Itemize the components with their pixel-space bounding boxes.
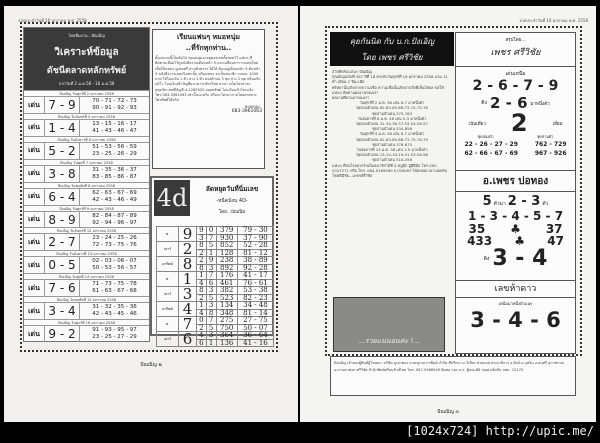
4d-day: พ.: [157, 272, 179, 287]
row-den: เด่น: [28, 215, 40, 223]
4d-cell: 8: [197, 242, 207, 250]
daily-row: [24, 250, 149, 273]
4d-digit: 6: [179, 332, 197, 347]
row-date: ปัณณิญ วันศุกร์ที่ 9 มกราคม 2558: [24, 206, 149, 212]
single-suffix: เยี่ยม: [552, 121, 563, 127]
ajarn-title: อ.เพชร บ่อทอง: [456, 171, 575, 192]
4d-digit: 7: [179, 317, 197, 332]
4d-three: 238: [216, 257, 237, 265]
chat-line: ชุดสองตัวเด่น 62-63-65-68-73-75-76-79: [356, 136, 428, 142]
row-den: เด่น: [28, 283, 40, 292]
daily-row: [24, 205, 149, 228]
4d-cell: 3: [206, 287, 216, 295]
lead-label: เด่นเหนือ: [505, 71, 526, 77]
row-pair: 5 - 2: [44, 143, 80, 159]
five-star-numbers: 3 - 4 - 6: [470, 308, 561, 332]
row-numbers: 42 - 43 - 45 - 46: [92, 311, 137, 318]
three-digit-set: 762 - 729: [534, 141, 567, 148]
daily-row: [24, 182, 149, 205]
4d-cell: 1: [206, 249, 216, 257]
4d-digit: 3: [179, 287, 197, 302]
page-number: ปัณณิญ ๓: [437, 409, 459, 415]
analysis-title-2: ดัชนีตลาดหลักทรัพย์: [46, 66, 127, 76]
tid-label: ติง: [481, 100, 487, 106]
4d-title: ลัดหยุดวันที่นิ่มเลข: [205, 185, 259, 193]
4d-three: 892: [216, 264, 237, 272]
4d-three: 134: [216, 302, 237, 310]
ajarn-text-2: ตัว: [542, 201, 549, 207]
4d-cell: 9: [197, 227, 207, 235]
4d-cell: 9: [206, 257, 216, 265]
4d-cell: 7: [206, 317, 216, 325]
two-digit-set: 62 - 66 - 67 - 69: [464, 150, 518, 157]
daily-row: [24, 113, 149, 136]
editor-chat-panel: [330, 32, 454, 298]
4d-three: 364: [216, 332, 237, 340]
4d-pair: 82 - 23: [237, 294, 273, 302]
4d-three: 136: [216, 339, 237, 347]
chat-line: วันอังคารที่ 6 ม.ค. 58 เด่น 5-3 มาหนึ่งตัว: [357, 115, 427, 121]
4d-row: [157, 272, 274, 280]
row-date: ปัณณิญ วันพุธที่ 14 มกราคม 2558: [24, 274, 149, 280]
daily-row: [24, 319, 149, 342]
row-den: เด่น: [28, 260, 40, 269]
row-date: ปัณณิญ วันอังคารที่ 6 มกราคม 2558: [24, 137, 149, 143]
club-icon: ♣: [514, 234, 526, 248]
editor-chat-header: [330, 32, 454, 66]
five-star-title: เลขห้าดาว: [456, 281, 575, 298]
announcement-title: เรียนแฟนๆ หมอหนุ่ม: [177, 33, 240, 41]
daily-row: [24, 273, 149, 296]
4d-pair: 27 - 75: [237, 317, 273, 325]
row-den: เด่น: [28, 237, 40, 246]
analysis-subtitle: จากวันที่ 2 ม.ค.58 - 16 ม.ค.58: [58, 81, 115, 86]
row-den: เด่น: [28, 329, 40, 338]
4d-digit: 8: [179, 257, 197, 272]
lead-numbers: 2 - 6 - 7 - 9: [472, 78, 559, 94]
daily-row: [24, 296, 149, 319]
row-pair: 0 - 5: [44, 257, 80, 273]
ajarn-number: 35: [468, 222, 486, 236]
right-page: [300, 6, 596, 422]
row-numbers: 23 - 25 - 27 - 29: [92, 334, 137, 340]
row-den: เด่น: [28, 192, 40, 201]
4d-cell: 8: [206, 309, 216, 317]
4d-pair: 52 - 28: [237, 242, 273, 250]
4d-three: 750: [216, 324, 237, 332]
row-date: ปัณณิญ วันศุกร์ที่ 2 มกราคม 2558: [24, 91, 149, 97]
4d-subtitle: -หนีคนังน 4D-: [216, 198, 248, 204]
row-date: ปัณณิญ วันอังคารที่ 13 มกราคม 2558: [24, 251, 149, 257]
chat-title: คุยกันนิด กับ บ.ก.ปังเอิญ: [349, 37, 435, 46]
announcement-body: ตั้งแต่งวดนี้เป็นต้นไป หมอหนุ่มจะหยุดลงเลขทั้งหมดไว้ แฟนๆ ที่ติดตามเลือดไว้ดูหนังสือรายเดือนหน้า 9 และเปลี่ยนการวางเลขใหม่ เพื่อให้แฟนๆ ดูเลขฟรี สามตัวตรงๆ ได้ได้ ต้องอยู่เดือนหน้า 9 ต้นหน้า 3 หนังสือวางเลขจริงเท่านั้น หรือแฟนๆ จะเป็นสมาชิก งวดละ 1000 บาท ให้โอนเงิน 1 ตัว ล่าง 1 ตัว สองตัวบน 3 ชุด ล่าง 2 ชุด พร้อมกับ อนิโว โอนเงินเข้าบัญชีธนาคารกสิกรไทย สาขา แม็คโครสาขาสุขุมวิท เลขที่บัญชี 4-2282920 ออมทรัพย์ โอนเงินแล้วโทรแจ้ง โทร.083-3961063 เท่านั้นนะครับ หรือจะโทรมาถามโดยตรงทางโทรศัพท์ได้ครับ: [155, 56, 261, 103]
chat-line: โชคดีมีชัย...เพชรศรีวิชัย: [332, 173, 373, 179]
4d-three: 852: [216, 242, 237, 250]
row-date: ปัณณิญ วันพฤหัสที่ 8 มกราคม 2558: [24, 183, 149, 189]
row-numbers: 72 - 73 - 75 - 76: [92, 242, 137, 249]
4d-pair: 38 - 89: [237, 257, 273, 265]
row-date: ปัณณิญ วันศุกร์ที่ 16 มกราคม 2558: [24, 320, 149, 326]
chat-body: [330, 66, 454, 181]
4d-pair: 50 - 07: [237, 324, 273, 332]
4d-three: 523: [216, 294, 237, 302]
4d-pair: 34 - 48: [237, 302, 273, 310]
4d-cell: 1: [206, 339, 216, 347]
chat-subtitle: โดย เพชร ศรีวิชัย: [361, 53, 423, 62]
4d-cell: 2: [197, 294, 207, 302]
row-numbers: 42 - 43 - 46 - 49: [92, 196, 137, 203]
publisher-info: ปัณณิญ เจ้าของผู้พิมพ์ผู้โฆษณา บริษัท ภูเขาทอง มาตรฐานการพิมพ์ จำกัด ที่ปรึกษา อ.วิเชียร ฝ่ายกองบรรณาธิการ อ.สิงห์ อ.นุชจิน อ.สมศรี สุภาพรรณ อ.มานพ เพชร ศรีวิชัย สำนักพิมพ์ศรีอนุรักษ์ไทย โทร. 087-0566540 ติดต่อ กอง บ.ก. ตู้ปณ.88 ปณฝ.ตลิ่งชัน กทม. 10170: [330, 356, 576, 396]
two-digit-set: 22 - 26 - 27 - 29: [464, 141, 518, 148]
ajarn-text: ตัวมา: [493, 201, 506, 207]
chat-line: วันศุกร์ที่ 2 ม.ค. 58 เด่น 6-7 มาหนึ่งตัว: [359, 100, 425, 106]
4d-three: 348: [216, 309, 237, 317]
watermark: [1024x724] http://upic.me/: [406, 424, 594, 438]
row-pair: 6 - 4: [44, 189, 80, 205]
4d-digit: 4: [179, 302, 197, 317]
row-pair: 3 - 4: [44, 303, 80, 319]
4d-cell: 2: [197, 324, 207, 332]
daily-row: [24, 227, 149, 250]
row-numbers: 41 - 43 - 46 - 47: [92, 127, 137, 134]
4d-row: [157, 257, 274, 265]
chat-line: ชุดสามตัวเด่น 516-356: [371, 157, 413, 163]
4d-cell: 4: [197, 332, 207, 340]
4d-pair: 81 - 12: [237, 249, 273, 257]
4d-pair: 41 - 16: [237, 339, 273, 347]
summary-by: สรุปโดย...: [505, 38, 526, 43]
chat-line: ชุดสามตัวเด่น 275-763: [371, 110, 413, 116]
analysis-title: วิเคราะห์ข้อมูล: [54, 47, 119, 58]
ajarn-sequence: 1 - 3 - 4 - 5 - 7: [467, 209, 564, 223]
row-date: ปัณณิญ วันจันทร์ที่ 12 มกราคม 2558: [24, 228, 149, 234]
row-numbers: 91 - 93 - 95 - 97: [92, 327, 137, 333]
4d-pair: 79 - 30: [237, 227, 273, 235]
chat-line: ศรัทธานั้นเกิดจากความเชื่อ ความเชื่อนั้นเกิดจากสิ่งที่เห็นได้ผล ขอให้แฟนๆ ติดตามผลงานของเรา: [332, 84, 444, 95]
4d-pair: 37 - 90: [237, 234, 273, 242]
row-date: ปัณณิญ วันพุธที่ 7 มกราคม 2558: [24, 160, 149, 166]
index-analysis-panel: [23, 27, 150, 342]
row-pair: 9 - 2: [44, 326, 80, 342]
chat-line: ชุดสามตัวเด่น 376-675: [371, 141, 413, 147]
row-numbers: 61 - 63 - 67 - 68: [92, 288, 137, 295]
left-page: [4, 6, 298, 422]
row-den: เด่น: [28, 146, 40, 155]
row-den: เด่น: [28, 306, 40, 315]
4d-row: [157, 332, 274, 340]
4d-cell: 5: [206, 324, 216, 332]
4d-row: [157, 227, 274, 235]
row-numbers: 02 - 03 - 06 - 07: [92, 258, 137, 265]
announcement-subtitle: ..ที่รักทุกท่าน..: [185, 44, 232, 52]
chat-line: วันศุกร์ที่ 9 ม.ค. 58 เด่น 6-7 มาหนึ่งตัว: [359, 131, 425, 137]
single-number: 2: [510, 109, 528, 137]
chat-line: ปัณณิญฉบับที่ 367 ปีที่ 18 ตรงกับวันศุกร์ที่ 16 มกราคม 2558 แรม 11 ค่ำ เดือน 2 ปีมะเมีย: [332, 74, 448, 85]
row-pair: 8 - 9: [44, 212, 80, 228]
row-numbers: 82 - 84 - 87 - 89: [92, 212, 137, 219]
4d-byline: โดย...ปัณณิม: [218, 210, 246, 215]
issue-date-header: งวดประจำวันที่ 16 มกราคม พ.ศ. 2558: [519, 18, 588, 23]
4d-cell: 8: [197, 287, 207, 295]
4d-day: อาทิตย์: [157, 302, 179, 317]
row-pair: 2 - 7: [44, 234, 80, 250]
announcement-phone: 083-3961063: [231, 108, 262, 114]
4d-pair: 53 - 38: [237, 287, 273, 295]
row-numbers: 13 - 15 - 16 - 17: [92, 120, 137, 127]
4d-cell: 3: [206, 302, 216, 310]
row-den: เด่น: [28, 123, 40, 132]
chat-line: ชุดสองตัวเด่น 13-14-16-19-51-53-56-58: [356, 152, 428, 158]
row-den: เด่น: [28, 169, 40, 178]
chat-line: แฟนๆ ที่สนใจอยากรับเป็นสมาชิกได้ที่ อ.หนูปุ๊ก ผู้มีฝีมือ โทร.092-2027271 หรือ โทร. 084-0169569 อ.เก่งเพชร ได้ตลอดเวลาเลยครับ: [332, 162, 448, 173]
ajarn-tid-label: ติง: [483, 256, 490, 262]
4d-day: พ.: [157, 317, 179, 332]
4d-day: เสาร์: [157, 332, 179, 347]
4d-cell: 6: [206, 279, 216, 287]
4d-cell: 3: [206, 332, 216, 340]
row-numbers: 92 - 94 - 96 - 97: [92, 219, 137, 226]
ajarn-tid-numbers: 3 - 4: [492, 246, 548, 271]
analysis-header: [24, 28, 149, 90]
4d-day: อาทิตย์: [157, 257, 179, 272]
analysis-byline: โดยทีมงาน...ปัณณิญ: [68, 33, 105, 38]
row-numbers: 31 - 35 - 36 - 37: [92, 166, 137, 173]
row-pair: 1 - 4: [44, 120, 80, 136]
4d-row: [157, 242, 274, 250]
4d-logo: 4d: [154, 180, 190, 216]
promo-image: [333, 297, 445, 352]
row-numbers: 50 - 53 - 56 - 57: [92, 265, 137, 272]
row-numbers: 51 - 53 - 56 - 59: [92, 143, 137, 150]
summary-panel: [455, 32, 576, 354]
announcement-signature: หมอหนุ่ม..: [244, 103, 262, 109]
4d-cell: 3: [206, 264, 216, 272]
4d-pair: 81 - 14: [237, 309, 273, 317]
4d-three: 128: [216, 249, 237, 257]
4d-day: เสาร์: [157, 242, 179, 257]
chat-line: วันอังคารที่ 13 ม.ค. 58 เด่น 1-5 มาหนึ่งตัว: [356, 147, 428, 153]
4d-cell: 8: [197, 264, 207, 272]
4d-row: [157, 302, 274, 310]
4d-three: 379: [216, 227, 237, 235]
ajarn-number: 37: [545, 222, 563, 236]
4d-cell: 3: [197, 234, 207, 242]
promo-image-text: ...รวยแน่นอนค่ะ !...: [358, 337, 420, 345]
chat-line: ผลงานที่ผ่านมาของเรา: [332, 95, 370, 101]
row-numbers: 62 - 63 - 67 - 69: [92, 189, 137, 196]
4d-three: 930: [216, 234, 237, 242]
4d-cell: 4: [197, 309, 207, 317]
ajarn-pair: 2 - 3: [507, 194, 541, 209]
4d-cell: 4: [197, 279, 207, 287]
chat-line: ชุดสองตัวเด่น 62-63-65-68-73-74-75-76: [356, 105, 428, 111]
row-pair: 7 - 6: [44, 280, 80, 296]
page-number: ปัณณิญ ๒: [140, 362, 162, 368]
4d-cell: 6: [197, 339, 207, 347]
4d-cell: 0: [197, 317, 207, 325]
row-pair: 7 - 9: [44, 97, 80, 113]
row-den: เด่น: [28, 100, 40, 109]
chat-line: ชุดสองตัวเด่น 31-34-36-37-53-54-56-57: [356, 121, 428, 127]
4d-cell: 7: [206, 272, 216, 280]
4d-day: เสาร์: [157, 287, 179, 302]
three-digit-set: 967 - 926: [534, 150, 567, 157]
row-numbers: 83 - 85 - 86 - 87: [92, 173, 137, 180]
row-numbers: 23 - 24 - 25 - 26: [92, 235, 137, 242]
4d-day: พ.: [157, 227, 179, 242]
4d-cell: 0: [206, 227, 216, 235]
chat-line: ชุดสามตัวเด่น 534-856: [371, 126, 413, 132]
row-numbers: 23 - 25 - 26 - 29: [92, 150, 137, 157]
daily-row: [24, 136, 149, 159]
4d-pair: 76 - 61: [237, 279, 273, 287]
row-pair: 3 - 8: [44, 166, 80, 182]
ajarn-number: 433: [467, 234, 493, 248]
row-numbers: 90 - 91 - 92 - 93: [92, 105, 137, 111]
4d-row: [157, 317, 274, 325]
4d-three: 275: [216, 317, 237, 325]
4d-digit: 2: [179, 242, 197, 257]
row-numbers: 71 - 73 - 75 - 78: [92, 281, 137, 288]
chat-line: สวัสดีครับแฟนๆ ปัณณิญ: [332, 69, 372, 74]
two-digit-label: ชุดสองตัว: [477, 134, 494, 139]
4d-digit: 1: [179, 272, 197, 287]
4d-cell: 2: [197, 249, 207, 257]
4d-cell: 5: [206, 294, 216, 302]
daily-row: [24, 159, 149, 182]
row-date: ปัณณิญ วันจันทร์ที่ 5 มกราคม 2558: [24, 114, 149, 120]
4d-digit: 9: [179, 227, 197, 242]
4d-pair: 92 - 28: [237, 264, 273, 272]
tid-suffix: มาหนึ่งตัว: [530, 101, 550, 107]
4d-cell: 2: [197, 257, 207, 265]
4d-cell: 5: [206, 242, 216, 250]
ajarn-number: 47: [547, 234, 564, 248]
five-star-subtitle: เหนือมาหนึ่งตัวแน่ๆ: [498, 301, 533, 306]
issue-date-header: งวดประจำวันที่ 16 มกราคม พ.ศ. 2558: [18, 18, 87, 23]
4d-three: 461: [216, 279, 237, 287]
4d-table: [156, 226, 274, 347]
single-label: เน้นเดี่ยว: [468, 121, 486, 127]
4d-cell: 1: [197, 302, 207, 310]
4d-cell: 7: [206, 234, 216, 242]
daily-row: [24, 90, 149, 113]
row-numbers: 70 - 71 - 72 - 73: [92, 98, 137, 104]
summary-author: เพชร ศรีวิชัย: [490, 48, 541, 58]
three-digit-label: ชุดสามตัว: [536, 134, 554, 139]
4d-three: 382: [216, 287, 237, 295]
ajarn-count: 5: [482, 194, 492, 209]
club-icon: ♣: [510, 222, 521, 236]
4d-cell: 1: [197, 272, 207, 280]
4d-pair: 41 - 17: [237, 272, 273, 280]
row-numbers: 31 - 32 - 35 - 36: [92, 304, 137, 311]
4d-pair: 36 - 64: [237, 332, 273, 340]
4d-three: 176: [216, 272, 237, 280]
tid-numbers: 2 - 6: [489, 94, 528, 112]
row-date: ปัณณิญ วันพฤหัสที่ 15 มกราคม 2558: [24, 297, 149, 303]
4d-row: [157, 287, 274, 295]
announcement-box: [152, 29, 265, 169]
